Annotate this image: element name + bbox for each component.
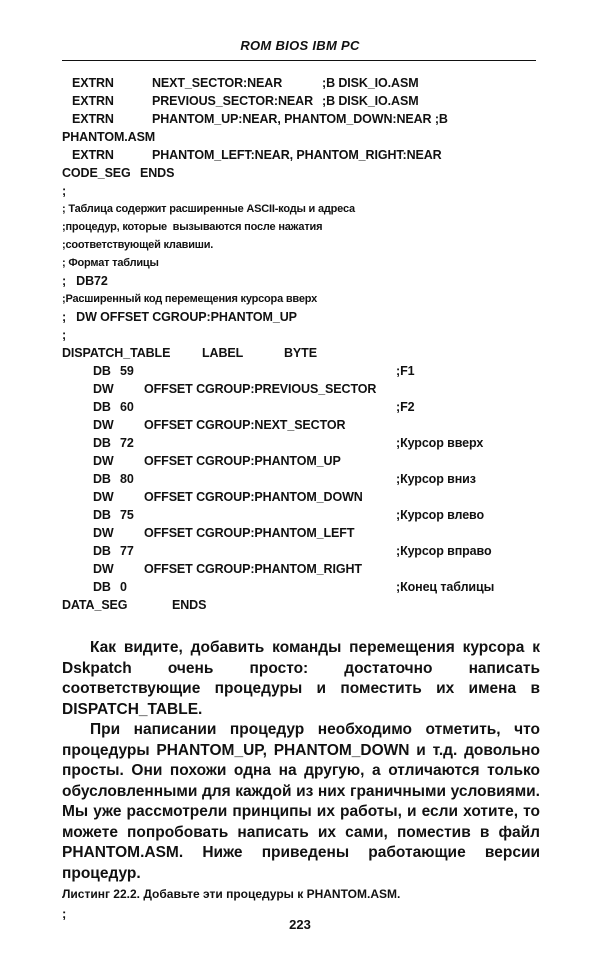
code-line: [62, 344, 542, 362]
code-token: DATA_SEG: [62, 598, 128, 612]
code-line: [62, 254, 542, 272]
body-text: [62, 638, 540, 884]
code-token: PHANTOM.ASM: [62, 130, 156, 144]
code-line: [62, 398, 542, 416]
code-line: [62, 362, 542, 380]
code-token: ENDS: [140, 166, 175, 180]
code-token: LABEL: [202, 346, 244, 360]
code-token: DISPATCH_TABLE: [62, 346, 171, 360]
code-token: OFFSET CGROUP:NEXT_SECTOR: [144, 418, 346, 432]
code-line: [62, 326, 542, 344]
code-token: ;Курсор влево: [396, 508, 485, 522]
header-rule: [62, 60, 536, 61]
code-line: [62, 596, 542, 614]
code-token: DW: [93, 418, 114, 432]
paragraph: При написании процедур необходимо отметить, что процедуры PHANTOM_UP, PHANTOM_DOWN и т.д. довольно просты. Они похожи одна на другую, а отличаются только обусловленными для каждой из них граничными условиями. Мы уже рассмотрели принципы их работы, и если хотите, то можете попробовать написать их сами, поместив в файл PHANTOM.ASM. Ниже приведены работающие версии процедур.: [62, 721, 540, 882]
code-token: OFFSET CGROUP:PHANTOM_LEFT: [144, 526, 355, 540]
code-token: EXTRN: [72, 148, 114, 162]
code-token: ;F1: [396, 364, 415, 378]
code-line: [62, 506, 542, 524]
code-token: 59: [120, 364, 134, 378]
code-token: DW: [93, 490, 114, 504]
code-line: [62, 146, 542, 164]
code-token: ;: [62, 184, 67, 198]
code-token: DW: [93, 562, 114, 576]
code-token: 77: [120, 544, 134, 558]
code-token: BYTE: [284, 346, 317, 360]
code-token: ; Таблица содержит расширенные ASCII-коды и адреса: [62, 203, 355, 215]
code-token: 75: [120, 508, 134, 522]
code-token: PHANTOM_UP:NEAR, PHANTOM_DOWN:NEAR ;B: [152, 112, 448, 126]
code-token: ; DB72: [62, 274, 108, 288]
code-line: ;: [62, 906, 67, 921]
code-line: [62, 452, 542, 470]
code-token: DB: [93, 508, 111, 522]
code-line: [62, 74, 542, 92]
code-line: [62, 488, 542, 506]
code-line: [62, 164, 542, 182]
code-token: PREVIOUS_SECTOR:NEAR: [152, 94, 313, 108]
code-line: [62, 128, 542, 146]
code-token: DB: [93, 580, 111, 594]
code-token: ;процедур, которые вызываются после нажатия: [62, 221, 323, 233]
code-line: [62, 290, 542, 308]
code-token: DB: [93, 364, 111, 378]
code-token: ;Курсор вправо: [396, 544, 492, 558]
code-token: ;Курсор вверх: [396, 436, 484, 450]
code-line: [62, 236, 542, 254]
page-number: 223: [289, 917, 311, 932]
code-line: [62, 578, 542, 596]
code-token: OFFSET CGROUP:PREVIOUS_SECTOR: [144, 382, 377, 396]
code-token: ;B DISK_IO.ASM: [322, 94, 419, 108]
code-token: 0: [120, 580, 127, 594]
code-line: [62, 200, 542, 218]
code-token: ;Курсор вниз: [396, 472, 476, 486]
code-token: ;соответствующей клавиши.: [62, 239, 214, 251]
code-token: ;F2: [396, 400, 415, 414]
code-token: ;Расширенный код перемещения курсора вверх: [62, 293, 318, 305]
code-line: [62, 470, 542, 488]
code-token: ;Конец таблицы: [396, 580, 495, 594]
code-token: ;B DISK_IO.ASM: [322, 76, 419, 90]
code-line: [62, 416, 542, 434]
code-line: [62, 542, 542, 560]
code-token: NEXT_SECTOR:NEAR: [152, 76, 283, 90]
code-token: ; Формат таблицы: [62, 257, 159, 269]
running-header: ROM BIOS IBM PC: [240, 38, 360, 53]
code-line: [62, 182, 542, 200]
code-token: DB: [93, 472, 111, 486]
code-line: [62, 434, 542, 452]
code-token: CODE_SEG: [62, 166, 131, 180]
code-token: 60: [120, 400, 134, 414]
code-token: ;: [62, 328, 67, 342]
code-token: OFFSET CGROUP:PHANTOM_DOWN: [144, 490, 363, 504]
code-token: 72: [120, 436, 134, 450]
code-line: [62, 218, 542, 236]
code-token: DW: [93, 454, 114, 468]
paragraph: Как видите, добавить команды перемещения курсора к Dskpatch очень просто: достаточно написать соответствующие процедуры и поместить их имена в DISPATCH_TABLE.: [62, 639, 540, 718]
code-token: EXTRN: [72, 76, 114, 90]
code-token: EXTRN: [72, 94, 114, 108]
code-token: ENDS: [172, 598, 207, 612]
code-line: [62, 560, 542, 578]
code-line: [62, 380, 542, 398]
code-listing: [62, 74, 542, 614]
code-token: EXTRN: [72, 112, 114, 126]
code-token: DB: [93, 544, 111, 558]
code-token: OFFSET CGROUP:PHANTOM_UP: [144, 454, 341, 468]
code-token: OFFSET CGROUP:PHANTOM_RIGHT: [144, 562, 362, 576]
code-token: DB: [93, 436, 111, 450]
code-token: DW: [93, 382, 114, 396]
code-line: [62, 110, 542, 128]
code-line: [62, 524, 542, 542]
code-token: PHANTOM_LEFT:NEAR, PHANTOM_RIGHT:NEAR: [152, 148, 442, 162]
code-line: [62, 308, 542, 326]
code-token: DB: [93, 400, 111, 414]
code-line: [62, 272, 542, 290]
listing-caption: Листинг 22.2. Добавьте эти процедуры к PHANTOM.ASM.: [62, 887, 401, 901]
code-token: DW: [93, 526, 114, 540]
code-token: 80: [120, 472, 134, 486]
code-token: ; DW OFFSET CGROUP:PHANTOM_UP: [62, 310, 297, 324]
code-line: [62, 92, 542, 110]
